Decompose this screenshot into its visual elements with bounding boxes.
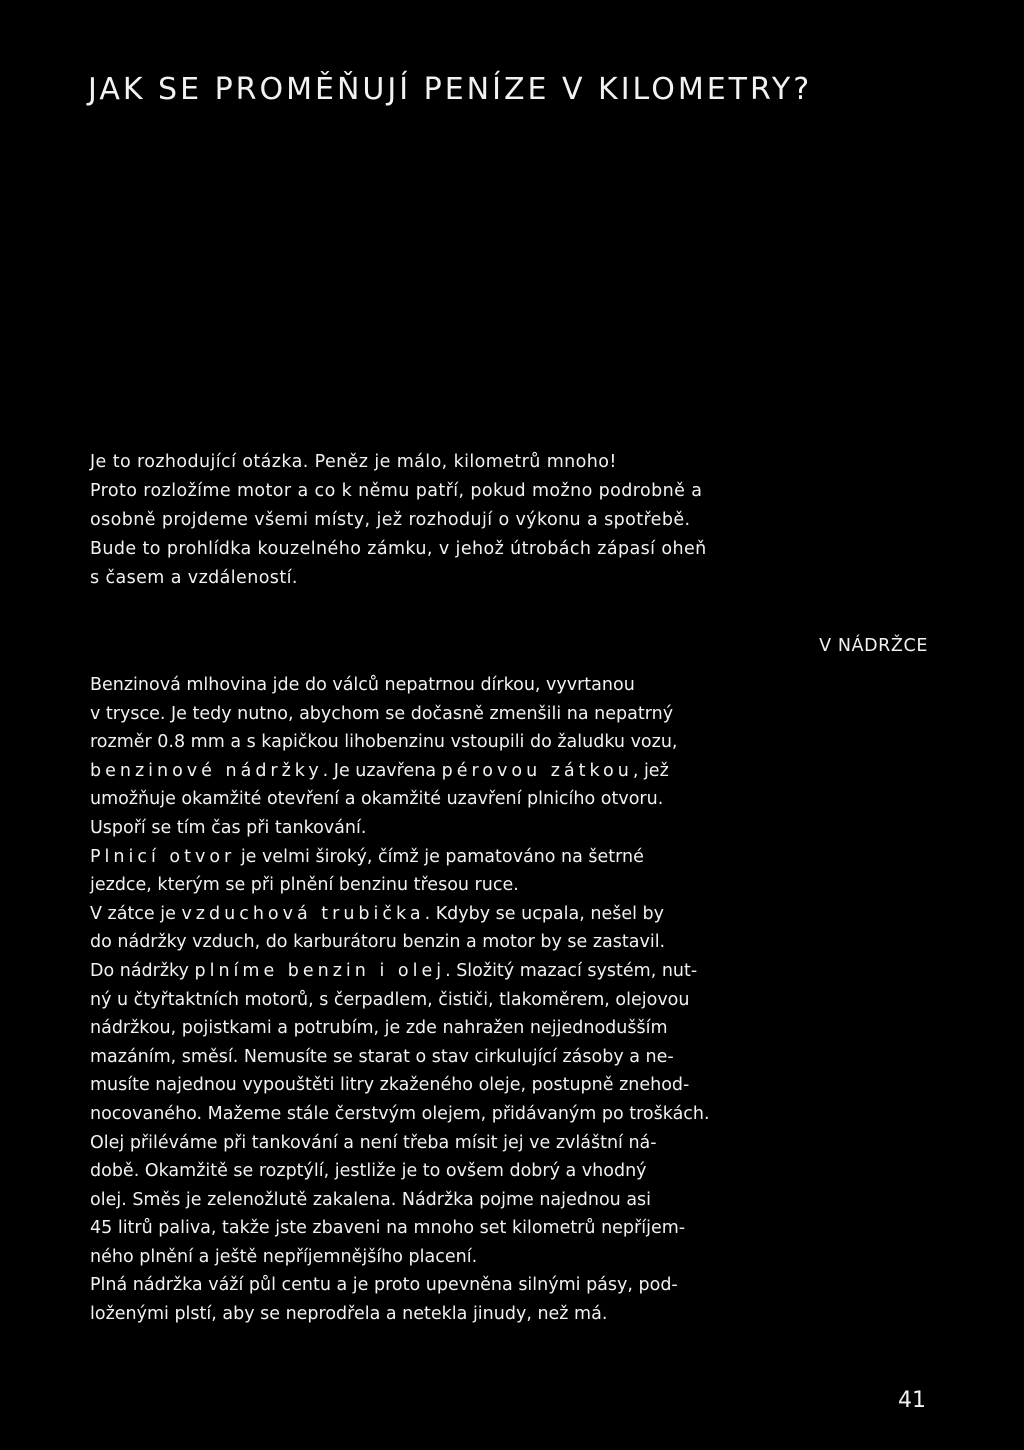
text-run: , jež	[632, 760, 669, 781]
emphasis-term: plníme benzin i olej	[194, 960, 446, 981]
text-line: Je to rozhodující otázka. Peněz je málo, kilometrů mnoho!	[90, 452, 617, 472]
text-run: umožňuje okamžité otevření a okamžité uzavření plnicího otvoru.	[90, 789, 664, 810]
text-run: 45 litrů paliva, takže jste zbaveni na mnoho set kilometrů nepříjem-	[90, 1218, 686, 1239]
text-line	[90, 671, 900, 700]
text-line	[90, 1271, 900, 1300]
text-run: musíte najednou vypouštěti litry zkaženého oleje, postupně znehod-	[90, 1075, 690, 1096]
emphasis-term: benzinové nádržky	[90, 760, 323, 781]
text-line: Proto rozložíme motor a co k němu patří, pokud možno podrobně a	[90, 481, 703, 501]
text-run: Plná nádržka váží půl centu a je proto upevněna silnými pásy, pod-	[90, 1275, 678, 1296]
text-line	[90, 871, 900, 900]
text-line	[90, 728, 900, 757]
text-run: ného plnění a ještě nepříjemnějšího placení.	[90, 1246, 478, 1267]
text-line: s časem a vzdáleností.	[90, 568, 298, 588]
intro-paragraph	[90, 448, 910, 593]
text-run: Benzinová mlhovina jde do válců nepatrnou dírkou, vyvrtanou	[90, 675, 635, 695]
section-heading: V NÁDRŽCE	[819, 636, 928, 656]
text-run: Uspoří se tím čas při tankování.	[90, 817, 367, 838]
text-run: nocovaného. Mažeme stále čerstvým olejem, přidávaným po troškách.	[90, 1103, 710, 1124]
text-run: je velmi široký, čímž je pamatováno na šetrné	[235, 846, 644, 867]
text-run: do nádržky vzduch, do karburátoru benzin a motor by se zastavil.	[90, 932, 666, 953]
text-run: v trysce. Je tedy nutno, abychom se dočasně zmenšili na nepatrný	[90, 703, 674, 724]
text-line	[90, 1129, 900, 1158]
text-line	[90, 843, 900, 872]
page-number: 41	[898, 1388, 926, 1413]
text-run: jezdce, kterým se při plnění benzinu třesou ruce.	[90, 875, 519, 896]
text-run: Olej přiléváme při tankování a není třeba mísit jej ve zvláštní ná-	[90, 1132, 657, 1153]
text-line	[90, 957, 900, 986]
text-run: olej. Směs je zelenožlutě zakalena. Nádržka pojme najednou asi	[90, 1189, 652, 1210]
text-run: Do nádržky	[90, 960, 195, 981]
text-line	[90, 1157, 900, 1186]
text-line	[90, 1014, 900, 1043]
emphasis-term: vzduchová trubička	[181, 903, 425, 924]
text-run: době. Okamžitě se rozptýlí, jestliže je to ovšem dobrý a vhodný	[90, 1161, 647, 1182]
text-line	[90, 1100, 900, 1129]
emphasis-term: pérovou zátkou	[441, 760, 633, 781]
text-run: . Složitý mazací systém, nut-	[445, 960, 698, 981]
text-line: osobně projdeme všemi místy, jež rozhodují o výkonu a spotřebě.	[90, 510, 691, 530]
text-line	[90, 700, 900, 729]
text-run: rozměr 0.8 mm a s kapičkou lihobenzinu vstoupili do žaludku vozu,	[90, 732, 678, 753]
emphasis-term: Plnicí otvor	[90, 846, 236, 867]
text-run: loženými plstí, aby se neprodřela a netekla jinudy, než má.	[90, 1304, 608, 1325]
text-line	[90, 814, 900, 843]
text-line: Bude to prohlídka kouzelného zámku, v jehož útrobách zápasí oheň	[90, 539, 707, 559]
text-line	[90, 785, 900, 814]
text-line	[90, 1071, 900, 1100]
text-run: . Je uzavřena	[322, 760, 442, 781]
text-line	[90, 1214, 900, 1243]
section-body	[90, 671, 900, 1329]
text-line	[90, 1186, 900, 1215]
text-line	[90, 986, 900, 1015]
text-run: V zátce je	[90, 903, 182, 924]
text-run: . Kdyby se ucpala, nešel by	[424, 903, 664, 924]
page-title: JAK SE PROMĚŇUJÍ PENÍZE V KILOMETRY?	[88, 72, 813, 107]
text-run: ný u čtyřtaktních motorů, s čerpadlem, čističi, tlakoměrem, olejovou	[90, 989, 690, 1010]
text-line	[90, 1300, 900, 1329]
text-line	[90, 1043, 900, 1072]
text-line	[90, 1243, 900, 1272]
text-line	[90, 757, 900, 786]
text-run: mazáním, směsí. Nemusíte se starat o stav cirkulující zásoby a ne-	[90, 1046, 674, 1067]
text-line	[90, 928, 900, 957]
text-line	[90, 900, 900, 929]
text-run: nádržkou, pojistkami a potrubím, je zde nahražen nejjednodušším	[90, 1018, 668, 1039]
